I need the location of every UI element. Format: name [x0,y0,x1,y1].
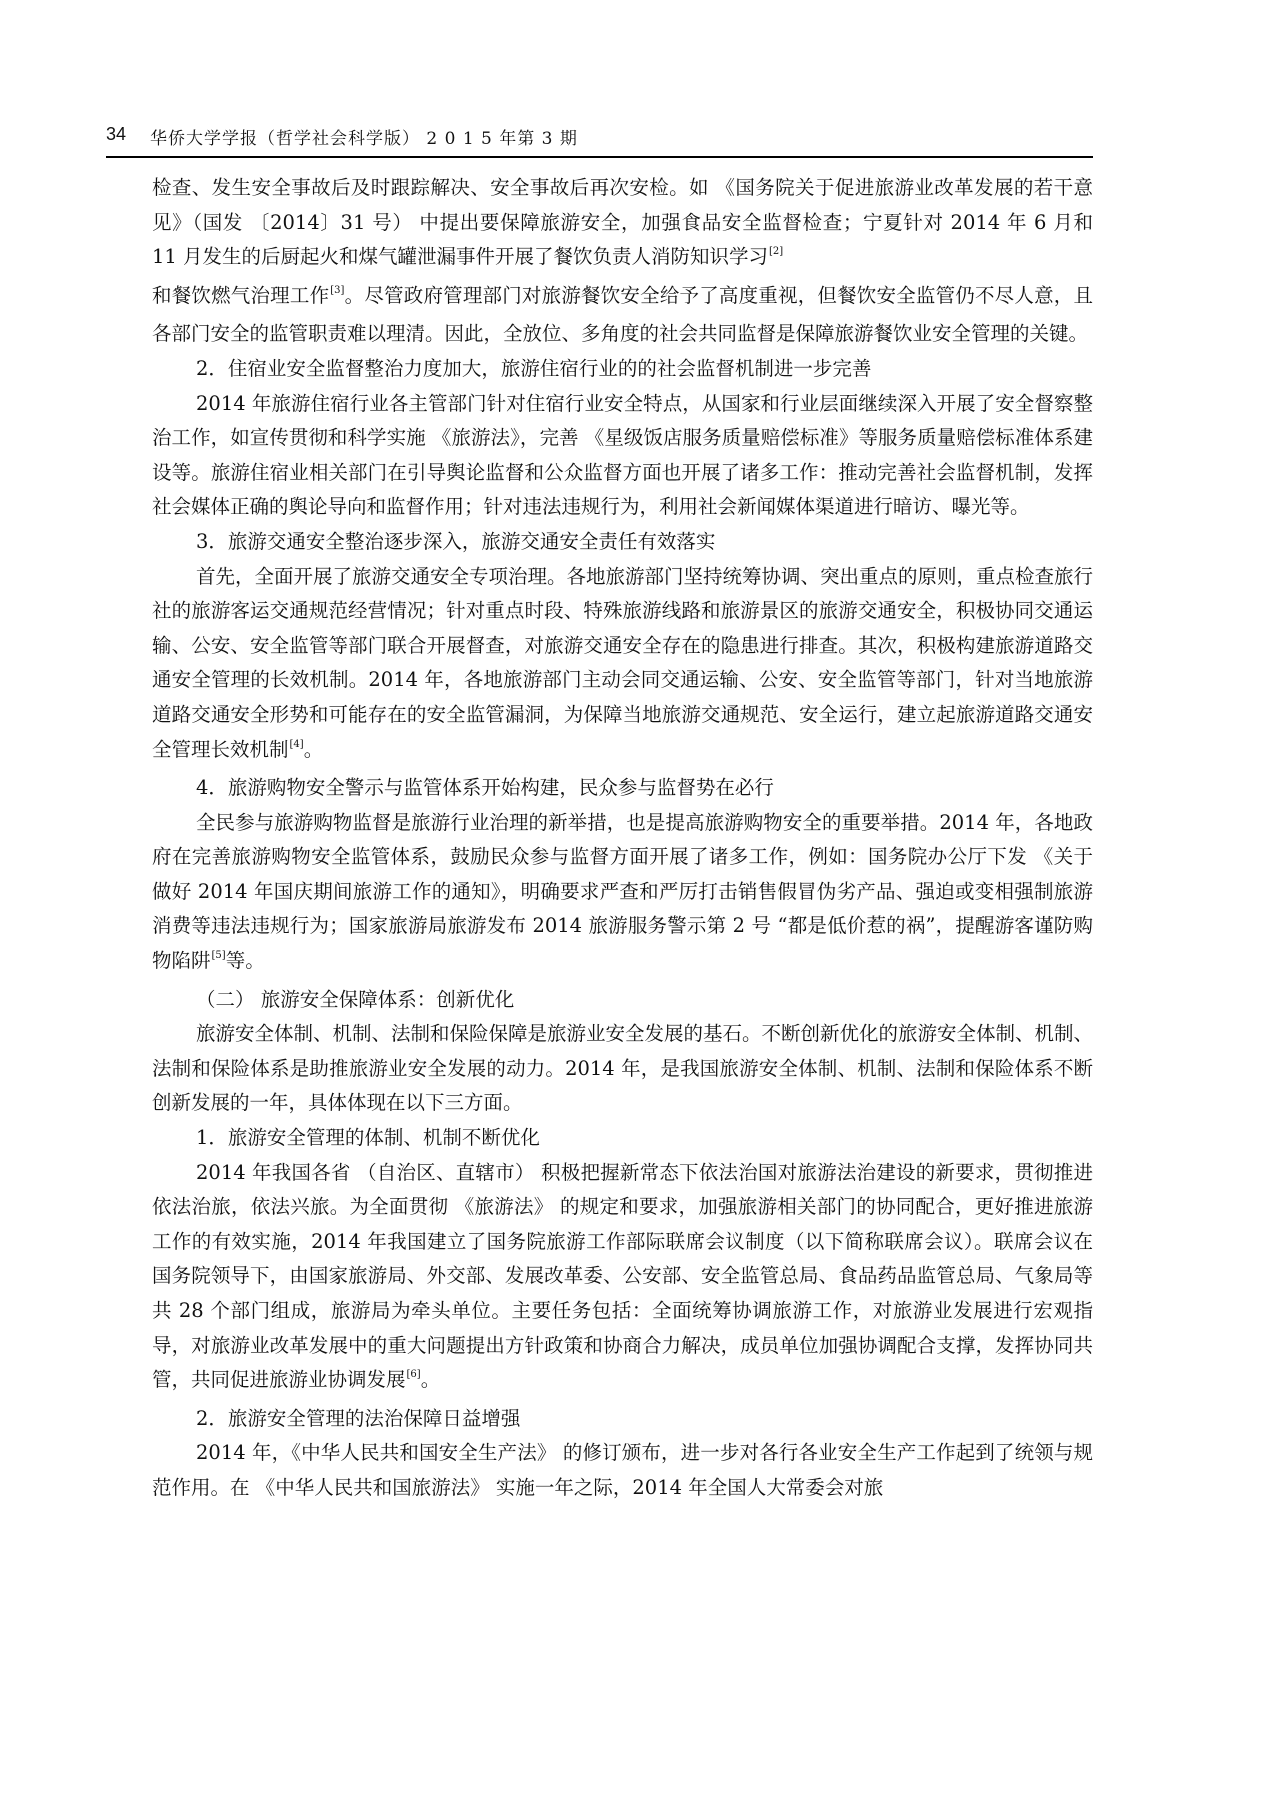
subsection-heading-2b: 2．旅游安全管理的法治保障日益增强 [196,1406,521,1430]
citation-5: [5] [211,950,226,962]
subsection-heading-1: 1．旅游安全管理的体制、机制不断优化 [196,1126,540,1150]
paragraph-1: 检查、发生安全事故后及时跟踪解决、安全事故后再次安检。如 《国务院关于促进旅游业改革发展的若干意见》（国发 〔2014〕31 号） 中提出要保障旅游安全，加强食品安全监督检查；宁夏针对 2014 年 6 月和 11 月发生的后厨起火和煤气罐泄漏事件开展了餐饮负责人消防知识学习[2] 和餐饮燃气治理工作[3]。尽管政府管理部门对旅游餐饮安全给予了高度重视，但餐饮安全监管仍不尽人意，且各部门安全的监管职责难以理清。因此，全放位、多角度的社会共同监督是保障旅游餐饮业安全管理的关键。 [152,176,1093,346]
subsection-heading-2: 2．住宿业安全监督整治力度加大，旅游住宿行业的的社会监督机制进一步完善 [196,356,872,380]
page-number: 34 [106,124,127,144]
article-body [152,171,1093,1506]
subsection-heading-4: 4．旅游购物安全警示与监管体系开始构建，民众参与监督势在必行 [196,776,774,800]
paragraph-4: 全民参与旅游购物监督是旅游行业治理的新举措，也是提高旅游购物安全的重要举措。2014 年，各地政府在完善旅游购物安全监管体系，鼓励民众参与监督方面开展了诸多工作，例如：国务院办公厅下发 《关于做好 2014 年国庆期间旅游工作的通知》，明确要求严查和严厉打击销售假冒伪劣产品、强迫或变相强制旅游消费等违法违规行为；国家旅游局旅游发布 2014 旅游服务警示第 2 号 “都是低价惹的祸”，提醒游客谨防购物陷阱[5]等。 [152,810,1093,973]
paragraph-5: 旅游安全体制、机制、法制和保险保障是旅游业安全发展的基石。不断创新优化的旅游安全体制、机制、法制和保险体系是助推旅游业安全发展的动力。2014 年，是我国旅游安全体制、机制、法制和保险体系不断创新发展的一年，具体体现在以下三方面。 [152,1022,1094,1115]
paragraph-7: 2014 年，《中华人民共和国安全生产法》 的修订颁布，进一步对各行各业安全生产工作起到了统领与规范作用。在 《中华人民共和国旅游法》 实施一年之际，2014 年全国人大常委会对旅 [152,1441,1093,1499]
citation-2: [2] [769,246,784,258]
section-heading: （二） 旅游安全保障体系：创新优化 [196,987,515,1011]
paragraph-3: 首先，全面开展了旅游交通安全专项治理。各地旅游部门坚持统筹协调、突出重点的原则，重点检查旅行社的旅游客运交通规范经营情况；针对重点时段、特殊旅游线路和旅游景区的旅游交通安全，积极协同交通运输、公安、安全监管等部门联合开展督查，对旅游交通安全存在的隐患进行排查。其次，积极构建旅游道路交通安全管理的长效机制。2014 年，各地旅游部门主动会同交通运输、公安、安全监管等部门，针对当地旅游道路交通安全形势和可能存在的安全监管漏洞，为保障当地旅游交通规范、安全运行，建立起旅游道路交通安全管理长效机制[4]。 [152,564,1094,761]
citation-3: [3] [330,284,345,296]
journal-title: 华侨大学学报（哲学社会科学版） 2 0 1 5 年第 3 期 [150,129,578,149]
paragraph-2: 2014 年旅游住宿行业各主管部门针对住宿行业安全特点，从国家和行业层面继续深入开展了安全督察整治工作，如宣传贯彻和科学实施 《旅游法》，完善 《星级饭店服务质量赔偿标准》等服务质量赔偿标准体系建设等。旅游住宿业相关部门在引导舆论监督和公众监督方面也开展了诸多工作：推动完善社会监督机制，发挥社会媒体正确的舆论导向和监督作用；针对违法违规行为，利用社会新闻媒体渠道进行暗访、曝光等。 [152,391,1093,519]
citation-4: [4] [289,738,304,750]
subsection-heading-3: 3．旅游交通安全整治逐步深入，旅游交通安全责任有效落实 [196,529,716,553]
running-header [106,118,1093,158]
citation-6: [6] [406,1369,421,1381]
paragraph-6: 2014 年我国各省 （自治区、直辖市） 积极把握新常态下依法治国对旅游法治建设的新要求，贯彻推进依法治旅，依法兴旅。为全面贯彻 《旅游法》 的规定和要求，加强旅游相关部门的协同配合，更好推进旅游工作的有效实施，2014 年我国建立了国务院旅游工作部际联席会议制度（以下简称联席会议）。联席会议在国务院领导下，由国家旅游局、外交部、发展改革委、公安部、安全监管总局、食品药品监管总局、气象局等共 28 个部门组成，旅游局为牵头单位。主要任务包括：全面统筹协调旅游工作，对旅游业发展进行宏观指导，对旅游业改革发展中的重大问题提出方针政策和协商合力解决，成员单位加强协调配合支撑，发挥协同共管，共同促进旅游业协调发展[6]。 [152,1160,1093,1392]
